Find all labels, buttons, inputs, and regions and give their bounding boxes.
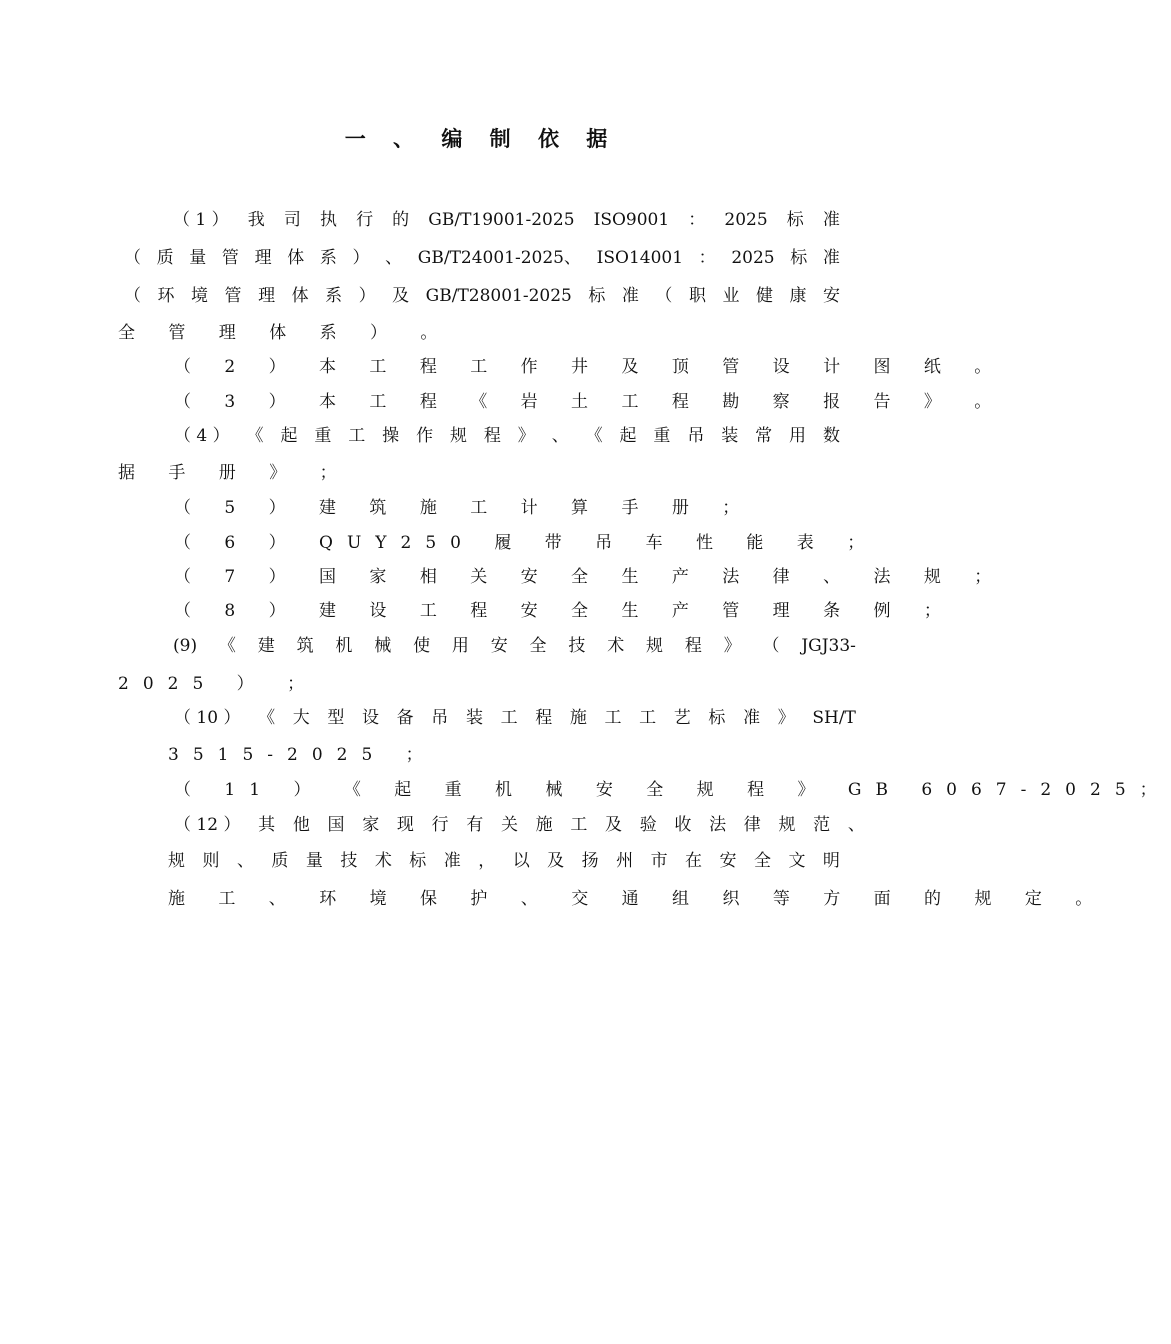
basis-line-6: （ 6 ） QUY250 履 带 吊 车 性 能 表 ； — [174, 533, 879, 553]
line-token: 业 — [722, 286, 740, 306]
line-token: 2025 — [731, 248, 775, 268]
line-token: 用 — [789, 426, 807, 446]
line-token: 的 — [392, 210, 410, 230]
line-token: 司 — [283, 210, 301, 230]
line-token: （ 1 ） — [173, 210, 229, 230]
line-token: 起 — [619, 426, 637, 446]
line-token: 理 — [254, 248, 272, 268]
line-token: 建 — [257, 636, 275, 656]
line-token: 执 — [319, 210, 337, 230]
basis-line-1d: 全 管 理 体 系 ） 。 — [118, 323, 452, 343]
line-token: 境 — [191, 286, 209, 306]
line-token: 全 — [753, 851, 771, 871]
line-token: 扬 — [581, 851, 599, 871]
line-token: 准 — [822, 210, 840, 230]
line-token: 量 — [189, 248, 207, 268]
line-token: 械 — [374, 636, 392, 656]
line-token: 安 — [719, 851, 737, 871]
line-token: 文 — [788, 851, 806, 871]
line-token: 起 — [280, 426, 298, 446]
line-token: 》 — [517, 426, 535, 446]
line-token: 标 — [790, 248, 808, 268]
line-token: GB/T28001-2025 — [425, 286, 572, 306]
line-token: ISO14001 — [596, 248, 684, 268]
basis-line-5: （ 5 ） 建 筑 施 工 计 算 手 册 ； — [174, 498, 754, 518]
line-token: 准 — [822, 248, 840, 268]
line-token: 备 — [396, 708, 414, 728]
line-token: 在 — [685, 851, 703, 871]
line-token: 管 — [221, 248, 239, 268]
basis-line-4b: 据 手 册 》 ； — [118, 463, 351, 483]
line-token: 工 — [639, 708, 657, 728]
line-token: 国 — [327, 815, 345, 835]
line-token: 、 — [236, 851, 254, 871]
basis-line-1c — [124, 283, 840, 309]
line-token: 《 — [585, 426, 603, 446]
line-token: 明 — [822, 851, 840, 871]
line-token: 法 — [709, 815, 727, 835]
line-token: 规 — [168, 851, 185, 871]
line-token: 2025 — [724, 210, 768, 230]
line-token: ： — [698, 248, 716, 268]
line-token: （ 4 ） — [174, 426, 230, 446]
basis-line-1 — [173, 207, 840, 233]
line-token: 律 — [743, 815, 761, 835]
line-token: 安 — [490, 636, 508, 656]
line-token: 机 — [335, 636, 353, 656]
line-token: （ — [762, 636, 780, 656]
line-token: 体 — [287, 248, 305, 268]
line-token: 及 — [547, 851, 565, 871]
line-token: 现 — [396, 815, 414, 835]
line-token: 准 — [743, 708, 761, 728]
basis-line-1b — [124, 245, 840, 271]
basis-line-2: （ 2 ） 本 工 程 工 作 井 及 顶 管 设 计 图 纸 。 — [174, 357, 1006, 377]
line-token: 范 — [813, 815, 831, 835]
line-token: （ — [124, 248, 141, 268]
line-token: (9) — [173, 636, 198, 656]
line-token: 系 — [319, 248, 337, 268]
line-token: 《 — [258, 708, 276, 728]
basis-line-9b: 2025 ） ； — [118, 674, 319, 694]
line-token: 有 — [466, 815, 484, 835]
line-token: 及 — [392, 286, 410, 306]
line-token: ） — [358, 286, 376, 306]
basis-line-12b — [168, 848, 840, 874]
line-token: 质 — [156, 248, 174, 268]
line-token: 验 — [639, 815, 657, 835]
line-token: 艺 — [673, 708, 691, 728]
line-token: 家 — [362, 815, 380, 835]
line-token: 装 — [721, 426, 739, 446]
section-title: 一 、 编 制 依 据 — [344, 126, 618, 151]
basis-line-11: （ 11 ） 《 起 重 机 械 安 全 规 程 》 GB 6067-2025； — [174, 780, 1171, 800]
line-token: 术 — [607, 636, 625, 656]
line-token: 常 — [755, 426, 773, 446]
line-token: （ — [655, 286, 673, 306]
line-token: 关 — [500, 815, 518, 835]
basis-line-8: （ 8 ） 建 设 工 程 安 全 生 产 管 理 条 例 ； — [174, 601, 955, 621]
line-token: 系 — [325, 286, 343, 306]
line-token: 康 — [789, 286, 807, 306]
line-token: 数 — [822, 426, 840, 446]
line-token: 质 — [271, 851, 289, 871]
line-token: 设 — [362, 708, 380, 728]
line-token: 标 — [786, 210, 804, 230]
line-token: 标 — [588, 286, 606, 306]
line-token: 程 — [535, 708, 553, 728]
line-token: 职 — [688, 286, 706, 306]
line-token: 《 — [218, 636, 236, 656]
line-token: 工 — [500, 708, 518, 728]
line-token: GB/T24001-2025、 — [417, 248, 581, 268]
basis-line-3: （ 3 ） 本 工 程 《 岩 土 工 程 勘 察 报 告 》 。 — [174, 392, 1006, 412]
line-token: 管 — [224, 286, 242, 306]
line-token: 州 — [616, 851, 634, 871]
line-token: 他 — [292, 815, 310, 835]
line-token: 标 — [409, 851, 427, 871]
line-token: 、 — [847, 815, 865, 835]
line-token: 规 — [778, 815, 796, 835]
line-token: 吊 — [687, 426, 705, 446]
line-token: 程 — [483, 426, 501, 446]
line-token: （ — [124, 286, 141, 306]
line-token: 技 — [568, 636, 586, 656]
line-token: 规 — [646, 636, 664, 656]
line-token: 技 — [340, 851, 358, 871]
line-token: 安 — [823, 286, 840, 306]
basis-line-7: （ 7 ） 国 家 相 关 安 全 生 产 法 律 、 法 规 ； — [174, 567, 1006, 587]
line-token: 《 — [246, 426, 264, 446]
line-token: 术 — [374, 851, 392, 871]
line-token: 施 — [535, 815, 553, 835]
line-token: ， — [478, 851, 496, 871]
line-token: 重 — [653, 426, 671, 446]
basis-line-9 — [173, 633, 856, 659]
line-token: 、 — [385, 248, 403, 268]
basis-line-10 — [174, 705, 856, 731]
line-token: GB/T19001-2025 — [428, 210, 575, 230]
line-token: ISO9001 — [593, 210, 670, 230]
basis-line-12c: 施 工 、 环 境 保 护 、 交 通 组 织 等 方 面 的 规 定 。 — [168, 889, 1107, 909]
line-token: 施 — [569, 708, 587, 728]
line-token: 环 — [157, 286, 175, 306]
line-token: SH/T — [812, 708, 856, 728]
line-token: 重 — [314, 426, 332, 446]
line-token: 体 — [291, 286, 309, 306]
line-token: 装 — [465, 708, 483, 728]
basis-line-4 — [174, 423, 840, 449]
line-token: 》 — [777, 708, 795, 728]
line-token: 作 — [416, 426, 434, 446]
line-token: ： — [688, 210, 706, 230]
line-token: 健 — [755, 286, 773, 306]
line-token: 及 — [605, 815, 623, 835]
line-token: 工 — [604, 708, 622, 728]
line-token: 程 — [684, 636, 702, 656]
line-token: 规 — [449, 426, 467, 446]
line-token: 操 — [382, 426, 400, 446]
line-token: 大 — [292, 708, 310, 728]
line-token: 准 — [621, 286, 639, 306]
line-token: 市 — [650, 851, 668, 871]
line-token: （ 10 ） — [174, 708, 241, 728]
line-token: JGJ33- — [801, 636, 856, 656]
line-token: 吊 — [431, 708, 449, 728]
line-token: （ 12 ） — [174, 815, 241, 835]
line-token: 行 — [431, 815, 449, 835]
line-token: 》 — [723, 636, 741, 656]
line-token: 行 — [356, 210, 374, 230]
line-token: 则 — [202, 851, 220, 871]
basis-line-12 — [174, 812, 865, 838]
line-token: 工 — [348, 426, 366, 446]
line-token: 我 — [247, 210, 265, 230]
line-token: 收 — [674, 815, 692, 835]
line-token: 工 — [570, 815, 588, 835]
line-token: ） — [352, 248, 370, 268]
line-token: 筑 — [296, 636, 314, 656]
line-token: 理 — [258, 286, 276, 306]
line-token: 用 — [451, 636, 469, 656]
line-token: 全 — [529, 636, 547, 656]
line-token: 准 — [443, 851, 461, 871]
line-token: 以 — [512, 851, 530, 871]
line-token: 使 — [413, 636, 431, 656]
line-token: 量 — [305, 851, 323, 871]
line-token: 型 — [327, 708, 345, 728]
line-token: 其 — [258, 815, 276, 835]
line-token: 标 — [708, 708, 726, 728]
line-token: 、 — [551, 426, 569, 446]
basis-line-10b: 3515-2025 ； — [168, 745, 437, 765]
